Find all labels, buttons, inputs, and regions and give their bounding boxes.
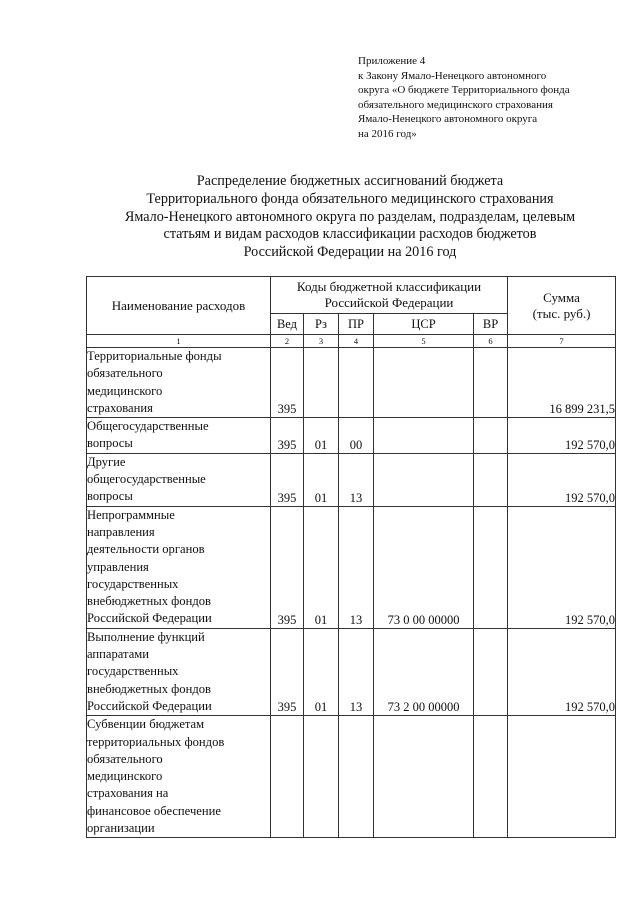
table-row <box>87 453 616 506</box>
expense-name-line: внебюджетных фондов <box>87 594 211 609</box>
header-vr: ВР <box>474 314 508 335</box>
column-number-row <box>87 335 616 348</box>
pr-cell: 13 <box>339 453 374 506</box>
expense-name-line: страхования <box>87 400 153 415</box>
table-row <box>87 716 616 838</box>
vr-cell <box>474 453 508 506</box>
header-codes-line: Коды бюджетной классификации <box>296 279 482 294</box>
header-pr: ПР <box>339 314 374 335</box>
expense-name-line: государственных <box>87 664 179 679</box>
header-name: Наименование расходов <box>87 277 271 335</box>
title-line: Распределение бюджетных ассигнований бюджета <box>196 173 504 189</box>
expense-name <box>87 716 271 838</box>
csr-cell: 73 0 00 00000 <box>374 506 474 628</box>
rz-cell: 01 <box>304 453 339 506</box>
column-number: 1 <box>87 335 271 348</box>
csr-cell <box>374 453 474 506</box>
ved-cell: 395 <box>271 506 304 628</box>
expense-name-line: Другие <box>87 454 126 469</box>
vr-cell <box>474 348 508 418</box>
expense-name-line: страхования на <box>87 786 169 801</box>
vr-cell <box>474 628 508 715</box>
expense-name-line: Выполнение функций <box>87 629 205 644</box>
column-number: 6 <box>474 335 508 348</box>
csr-cell <box>374 348 474 418</box>
header-rz: Рз <box>304 314 339 335</box>
rz-cell: 01 <box>304 628 339 715</box>
pr-cell: 00 <box>339 418 374 454</box>
vr-cell <box>474 716 508 838</box>
expense-name <box>87 348 271 418</box>
expense-name-line: внебюджетных фондов <box>87 681 211 696</box>
column-number: 4 <box>339 335 374 348</box>
rz-cell: 01 <box>304 418 339 454</box>
sum-cell: 192 570,0 <box>508 506 616 628</box>
expense-name-line: организации <box>87 821 155 836</box>
title-line: Ямало-Ненецкого автономного округа по разделам, подразделам, целевым <box>124 208 576 225</box>
expense-name-line: Территориальные фонды <box>87 349 222 363</box>
pr-cell: 13 <box>339 628 374 715</box>
sum-cell: 192 570,0 <box>508 628 616 715</box>
csr-cell <box>374 716 474 838</box>
table-row <box>87 628 616 715</box>
csr-cell <box>374 418 474 454</box>
expense-name-line: деятельности органов <box>87 542 205 557</box>
sum-cell <box>508 716 616 838</box>
expense-name-line: Субвенции бюджетам <box>87 717 205 732</box>
expense-name-line: медицинского <box>87 383 163 398</box>
expense-name-line: управления <box>87 559 149 574</box>
header-codes-line: Российской Федерации <box>324 295 454 310</box>
column-number: 3 <box>304 335 339 348</box>
column-number: 5 <box>374 335 474 348</box>
title-line: Территориального фонда обязательного медицинского страхования <box>146 190 554 207</box>
column-number: 7 <box>508 335 616 348</box>
header-sum-line: (тыс. руб.) <box>532 305 591 321</box>
header-csr: ЦСР <box>374 314 474 335</box>
vr-cell <box>474 506 508 628</box>
column-number: 2 <box>271 335 304 348</box>
table-row <box>87 506 616 628</box>
title-line: Российской Федерации на 2016 год <box>243 244 457 261</box>
expense-name-line: аппаратами <box>87 647 150 662</box>
document-title <box>60 173 640 262</box>
pr-cell <box>339 348 374 418</box>
sum-cell: 16 899 231,5 <box>508 348 616 418</box>
annex-line: на 2016 год» <box>358 127 417 140</box>
ved-cell: 395 <box>271 628 304 715</box>
pr-cell: 13 <box>339 506 374 628</box>
header-codes <box>271 277 508 314</box>
title-line: статьям и видам расходов классификации расходов бюджетов <box>163 226 537 243</box>
csr-cell: 73 2 00 00000 <box>374 628 474 715</box>
expense-name <box>87 453 271 506</box>
annex-line: Ямало-Ненецкого автономного округа <box>358 113 538 126</box>
expense-name-line: Российской Федерации <box>87 698 212 713</box>
expense-name-line: направления <box>87 524 155 539</box>
expense-name-line: вопросы <box>87 489 133 504</box>
expense-name-line: обязательного <box>87 366 163 381</box>
expense-name-line: вопросы <box>87 436 133 451</box>
header-sum-line: Сумма <box>543 289 580 305</box>
expense-name-line: Непрограммные <box>87 507 175 522</box>
rz-cell <box>304 716 339 838</box>
rz-cell <box>304 348 339 418</box>
expense-name-line: территориальных фондов <box>87 734 225 749</box>
ved-cell: 395 <box>271 453 304 506</box>
expense-name <box>87 418 271 454</box>
expense-name-line: Общегосударственные <box>87 419 209 434</box>
annex-line: округа «О бюджете Территориального фонда <box>358 84 570 97</box>
header-sum <box>508 277 616 335</box>
expense-name-line: государственных <box>87 576 179 591</box>
table-row <box>87 348 616 418</box>
annex-line: обязательного медицинского страхования <box>358 98 553 111</box>
ved-cell: 395 <box>271 418 304 454</box>
annex-line: Приложение 4 <box>358 55 426 67</box>
vr-cell <box>474 418 508 454</box>
expense-name <box>87 628 271 715</box>
expense-name-line: медицинского <box>87 769 163 784</box>
rz-cell: 01 <box>304 506 339 628</box>
expense-name-line: Российской Федерации <box>87 611 212 626</box>
expense-name-line: общегосударственные <box>87 472 206 487</box>
budget-table <box>86 276 616 838</box>
header-ved: Вед <box>271 314 304 335</box>
sum-cell: 192 570,0 <box>508 453 616 506</box>
expense-name-line: обязательного <box>87 751 163 766</box>
pr-cell <box>339 716 374 838</box>
annex-line: к Закону Ямало-Ненецкого автономного <box>358 69 547 82</box>
ved-cell <box>271 716 304 838</box>
expense-name <box>87 506 271 628</box>
annex-note <box>358 54 628 142</box>
ved-cell: 395 <box>271 348 304 418</box>
sum-cell: 192 570,0 <box>508 418 616 454</box>
expense-name-line: финансовое обеспечение <box>87 803 221 818</box>
table-row <box>87 418 616 454</box>
